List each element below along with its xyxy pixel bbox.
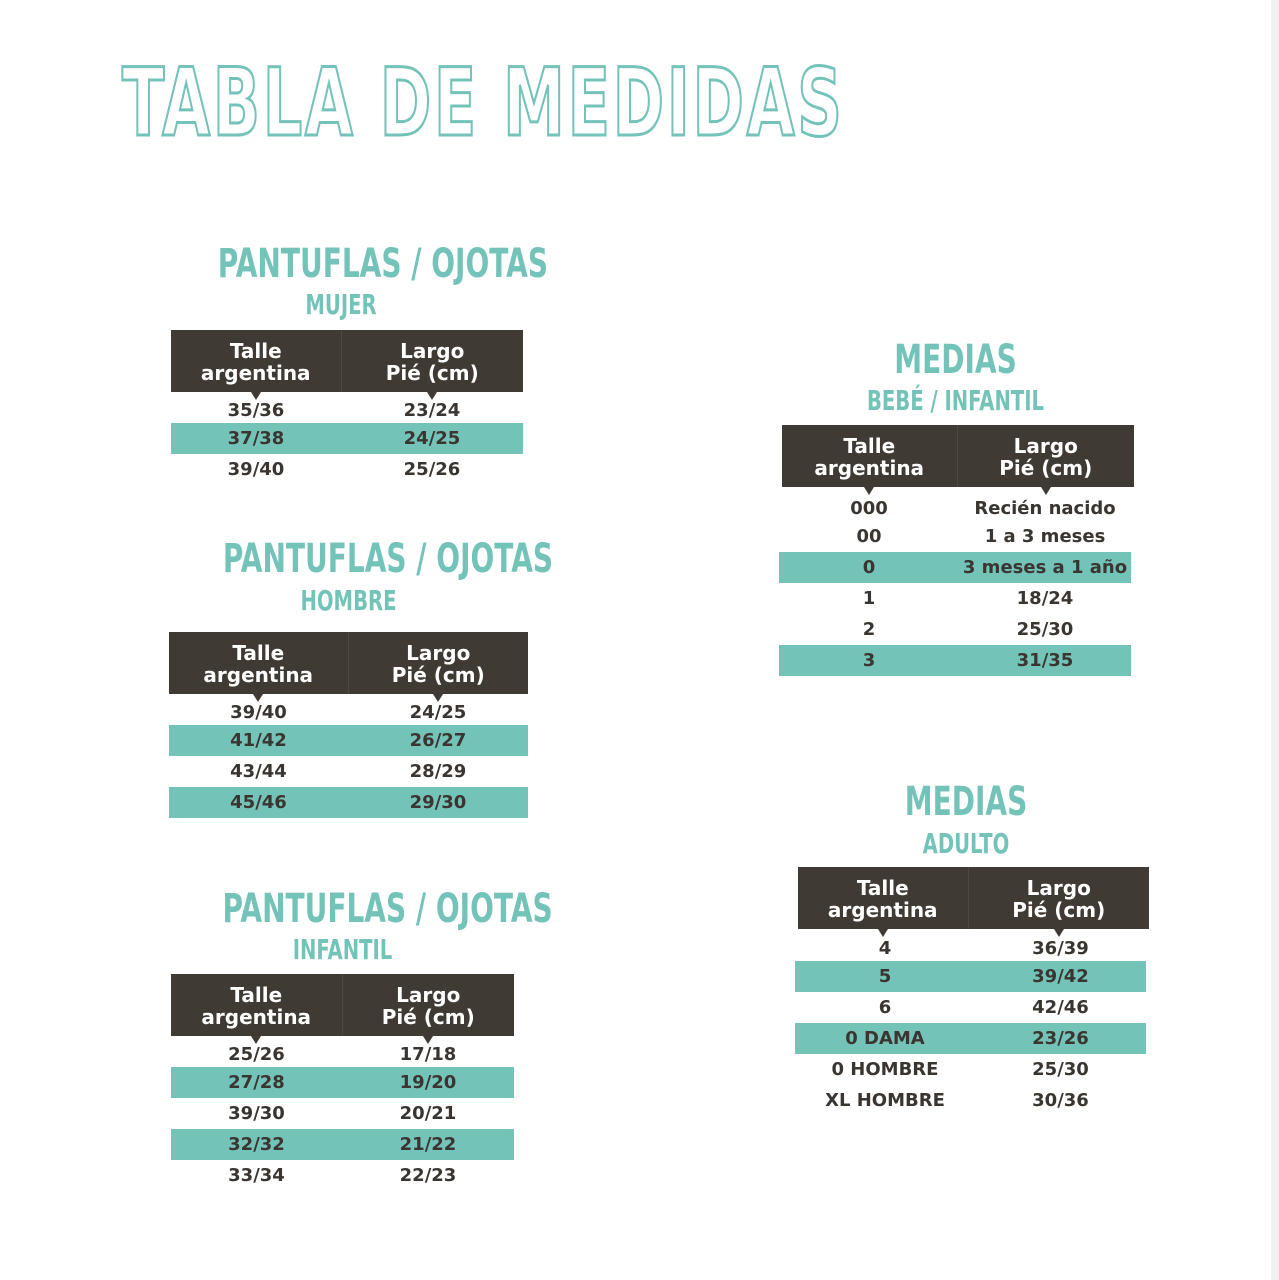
cell-talle: 45/46: [169, 787, 348, 818]
cell-talle: 35/36: [227, 399, 285, 421]
cell-talle: 33/34: [228, 1165, 285, 1186]
header-largo: Largo Pié (cm): [957, 425, 1134, 487]
table-row: [795, 1085, 1146, 1116]
table-row: [169, 694, 528, 725]
cell-talle: 4: [878, 937, 892, 959]
cell-largo: 3 meses a 1 año: [959, 552, 1131, 583]
table-row: [779, 583, 1131, 614]
table-row: [169, 787, 528, 818]
cell-talle: 39/40: [230, 701, 287, 723]
size-table: [171, 974, 514, 1191]
header-largo: Largo Pié (cm): [342, 974, 514, 1036]
cell-talle: 32/32: [171, 1129, 342, 1160]
section-title: PANTUFLAS / OJOTAS: [222, 886, 553, 932]
table-row: [795, 992, 1146, 1023]
cell-talle: 0 HOMBRE: [831, 1059, 939, 1080]
table-row: [795, 1023, 1146, 1054]
cell-largo: 39/42: [975, 961, 1146, 992]
cell-talle: 2: [862, 619, 876, 640]
cell-largo: 24/25: [409, 701, 467, 723]
table-row: [779, 490, 1131, 521]
cell-talle: 39/40: [227, 459, 285, 480]
table-row: [171, 1129, 514, 1160]
cell-largo: 28/29: [409, 761, 467, 782]
header-talle: Talle argentina: [171, 330, 341, 392]
cell-largo: 23/24: [403, 399, 461, 421]
table-row: [169, 725, 528, 756]
cell-largo: 36/39: [1032, 937, 1089, 959]
table-row: [171, 1160, 514, 1191]
cell-talle: 5: [795, 961, 975, 992]
table-row: [171, 1067, 514, 1098]
table-row: [171, 454, 523, 485]
header-talle: Talle argentina: [782, 425, 957, 487]
header-talle: Talle argentina: [169, 632, 348, 694]
cell-talle: 25/26: [228, 1043, 285, 1065]
size-table: [171, 330, 523, 485]
table-row: [171, 423, 523, 454]
cell-largo: 29/30: [348, 787, 528, 818]
cell-largo: Recién nacido: [974, 497, 1116, 519]
cell-talle: 00: [856, 526, 882, 547]
cell-largo: 19/20: [342, 1067, 514, 1098]
table-row: [795, 930, 1146, 961]
cell-talle: 41/42: [169, 725, 348, 756]
cell-talle: 1: [862, 588, 876, 609]
cell-largo: 25/30: [1016, 619, 1074, 640]
cell-largo: 21/22: [342, 1129, 514, 1160]
section-subtitle: BEBÉ / INFANTIL: [866, 384, 1045, 417]
table-row: [169, 756, 528, 787]
size-table: [798, 867, 1149, 929]
table-row: [779, 521, 1131, 552]
cell-talle: XL HOMBRE: [825, 1090, 945, 1111]
cell-talle: 39/30: [228, 1103, 285, 1124]
cell-largo: 20/21: [399, 1103, 457, 1124]
cell-talle: 000: [850, 497, 888, 519]
table-row: [779, 645, 1131, 676]
table-row: [171, 1098, 514, 1129]
cell-talle: 27/28: [171, 1067, 342, 1098]
section-title: MEDIAS: [904, 779, 1028, 825]
size-table: [782, 425, 1134, 487]
cell-largo: 42/46: [1032, 997, 1089, 1018]
cell-talle: 43/44: [230, 761, 287, 782]
header-largo: Largo Pié (cm): [968, 867, 1149, 929]
header-talle: Talle argentina: [798, 867, 968, 929]
cell-largo: 24/25: [341, 423, 523, 454]
cell-largo: 25/30: [1032, 1059, 1089, 1080]
cell-largo: 25/26: [403, 459, 461, 480]
table-row: [171, 1036, 514, 1067]
section-subtitle: MUJER: [305, 288, 377, 321]
cell-talle: 6: [878, 997, 892, 1018]
size-table-body: [795, 930, 1146, 1116]
table-row: [795, 961, 1146, 992]
section-title: MEDIAS: [894, 337, 1017, 383]
page-edge: [1271, 0, 1279, 1280]
header-largo: Largo Pié (cm): [341, 330, 523, 392]
section-subtitle: HOMBRE: [300, 584, 397, 617]
cell-largo: 26/27: [348, 725, 528, 756]
section-subtitle: ADULTO: [922, 827, 1010, 860]
cell-talle: 3: [779, 645, 959, 676]
cell-largo: 18/24: [1016, 588, 1074, 609]
cell-talle: 37/38: [171, 423, 341, 454]
table-row: [779, 552, 1131, 583]
cell-largo: 31/35: [959, 645, 1131, 676]
table-row: [795, 1054, 1146, 1085]
cell-talle: 0: [779, 552, 959, 583]
cell-largo: 22/23: [399, 1165, 457, 1186]
size-table-body: [779, 490, 1131, 676]
cell-largo: 23/26: [975, 1023, 1146, 1054]
size-table: [169, 632, 528, 818]
cell-largo: 30/36: [1032, 1090, 1089, 1111]
header-talle: Talle argentina: [171, 974, 342, 1036]
header-largo: Largo Pié (cm): [348, 632, 528, 694]
section-title: PANTUFLAS / OJOTAS: [222, 536, 554, 582]
table-row: [171, 392, 523, 423]
cell-largo: 1 a 3 meses: [984, 526, 1106, 547]
table-row: [779, 614, 1131, 645]
cell-talle: 0 DAMA: [795, 1023, 975, 1054]
page-title: TABLA DE MEDIDAS: [122, 49, 845, 158]
section-subtitle: INFANTIL: [292, 933, 393, 966]
cell-largo: 17/18: [399, 1043, 457, 1065]
section-title: PANTUFLAS / OJOTAS: [217, 241, 549, 287]
